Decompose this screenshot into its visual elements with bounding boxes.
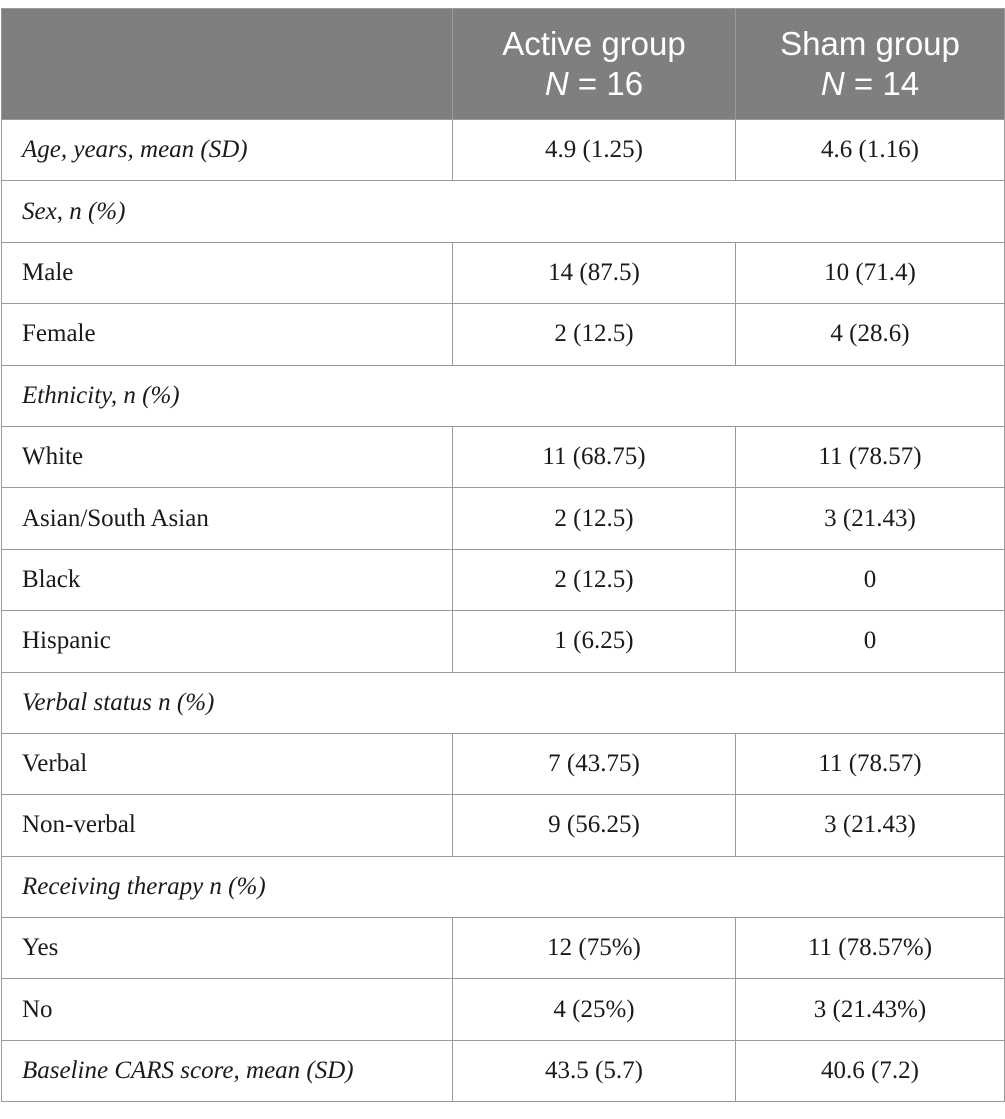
section-blank [453,672,1005,733]
active-group-n [453,64,735,104]
sham-value: 0 [736,611,1005,672]
active-value: 4 (25%) [453,979,736,1040]
active-value: 7 (43.75) [453,733,736,794]
active-value: 2 (12.5) [453,549,736,610]
row-label: Black [2,549,453,610]
sham-value: 4.6 (1.16) [736,120,1005,181]
active-value: 4.9 (1.25) [453,120,736,181]
row-label: Female [2,304,453,365]
table-row-cars [2,1040,1005,1101]
row-label: White [2,426,453,487]
section-row-therapy [2,856,1005,917]
active-n-value: = 16 [577,65,644,102]
table-row-age [2,120,1005,181]
active-value: 12 (75%) [453,918,736,979]
section-blank [453,856,1005,917]
sham-value: 3 (21.43%) [736,979,1005,1040]
active-value: 11 (68.75) [453,426,736,487]
section-blank [453,181,1005,242]
row-label: Age, years, mean (SD) [2,120,453,181]
header-blank-cell [2,9,453,120]
section-row-verbal-status [2,672,1005,733]
table-row-non-verbal [2,795,1005,856]
sham-n-label: N [820,65,845,102]
sham-value: 11 (78.57%) [736,918,1005,979]
active-value: 2 (12.5) [453,304,736,365]
row-label: Male [2,242,453,303]
row-label: No [2,979,453,1040]
active-value: 14 (87.5) [453,242,736,303]
header-active-group [453,9,736,120]
table-row-white [2,426,1005,487]
active-n-label: N [544,65,569,102]
sham-value: 0 [736,549,1005,610]
sham-group-n [736,64,1004,104]
sham-n-value: = 14 [853,65,920,102]
sham-value: 3 (21.43) [736,795,1005,856]
sham-value: 4 (28.6) [736,304,1005,365]
row-label: Baseline CARS score, mean (SD) [2,1040,453,1101]
section-label: Receiving therapy n (%) [2,856,453,917]
active-value: 43.5 (5.7) [453,1040,736,1101]
active-group-title: Active group [502,25,686,62]
table-row-female [2,304,1005,365]
sham-group-title: Sham group [780,25,960,62]
section-row-sex [2,181,1005,242]
table-row-black [2,549,1005,610]
row-label: Verbal [2,733,453,794]
table-row-verbal [2,733,1005,794]
demographics-table [1,8,1005,1102]
active-value: 1 (6.25) [453,611,736,672]
header-row [2,9,1005,120]
sham-value: 3 (21.43) [736,488,1005,549]
section-row-ethnicity [2,365,1005,426]
header-sham-group [736,9,1005,120]
section-label: Sex, n (%) [2,181,453,242]
table-row-asian [2,488,1005,549]
table-row-yes [2,918,1005,979]
sham-value: 11 (78.57) [736,426,1005,487]
row-label: Yes [2,918,453,979]
active-value: 2 (12.5) [453,488,736,549]
table-row-hispanic [2,611,1005,672]
section-label: Verbal status n (%) [2,672,453,733]
sham-value: 11 (78.57) [736,733,1005,794]
row-label: Hispanic [2,611,453,672]
table-row-no [2,979,1005,1040]
section-label: Ethnicity, n (%) [2,365,453,426]
row-label: Non-verbal [2,795,453,856]
row-label: Asian/South Asian [2,488,453,549]
sham-value: 10 (71.4) [736,242,1005,303]
active-value: 9 (56.25) [453,795,736,856]
sham-value: 40.6 (7.2) [736,1040,1005,1101]
table-row-male [2,242,1005,303]
section-blank [453,365,1005,426]
